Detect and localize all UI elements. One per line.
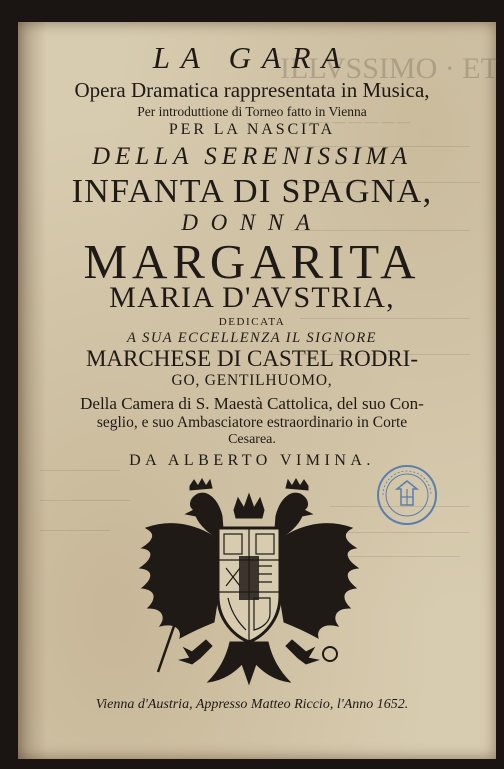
title-la-gara: LA GARA — [152, 40, 352, 75]
conseglio-line: seglio, e suo Ambasciatore estraordinario in Corte — [96, 414, 408, 431]
cesarea-line: Cesarea. — [228, 432, 276, 447]
eccellenza-line: A SUA ECCELLENZA IL SIGNORE — [127, 330, 377, 346]
double-headed-eagle-coat-of-arms-icon — [134, 476, 364, 690]
gentilhuomo-line: GO, GENTILHUOMO, — [171, 372, 333, 389]
dedicata-line: DEDICATA — [218, 316, 286, 328]
author-line: DA ALBERTO VIMINA. — [129, 452, 375, 469]
serenissima-line: DELLA SERENISSIMA — [92, 143, 412, 170]
subtitle-torneo: Per introduttione di Torneo fatto in Vienna — [137, 104, 367, 119]
donna-line: DONNA — [181, 210, 323, 235]
maria-line: MARIA D'AVSTRIA, — [109, 281, 395, 314]
show-through-line: — — — — — — — — [300, 114, 411, 129]
camera-line: Della Camera di S. Maestà Cattolica, del suo Con- — [80, 394, 424, 413]
subtitle-opera: Opera Dramatica rappresentata in Musica, — [74, 78, 430, 102]
marchese-line: MARCHESE DI CASTEL RODRI- — [85, 346, 419, 371]
imprint-line: Vienna d'Austria, Appresso Matteo Riccio, l'Anno 1652. — [95, 697, 409, 712]
library-stamp-icon — [375, 463, 439, 527]
occasion-line: PER LA NASCITA — [168, 121, 336, 138]
margarita-line: MARGARITA — [83, 234, 421, 289]
show-through-text: ILLVSSIMO · ET — [280, 52, 499, 85]
infanta-line: INFANTA DI SPAGNA, — [71, 173, 433, 210]
